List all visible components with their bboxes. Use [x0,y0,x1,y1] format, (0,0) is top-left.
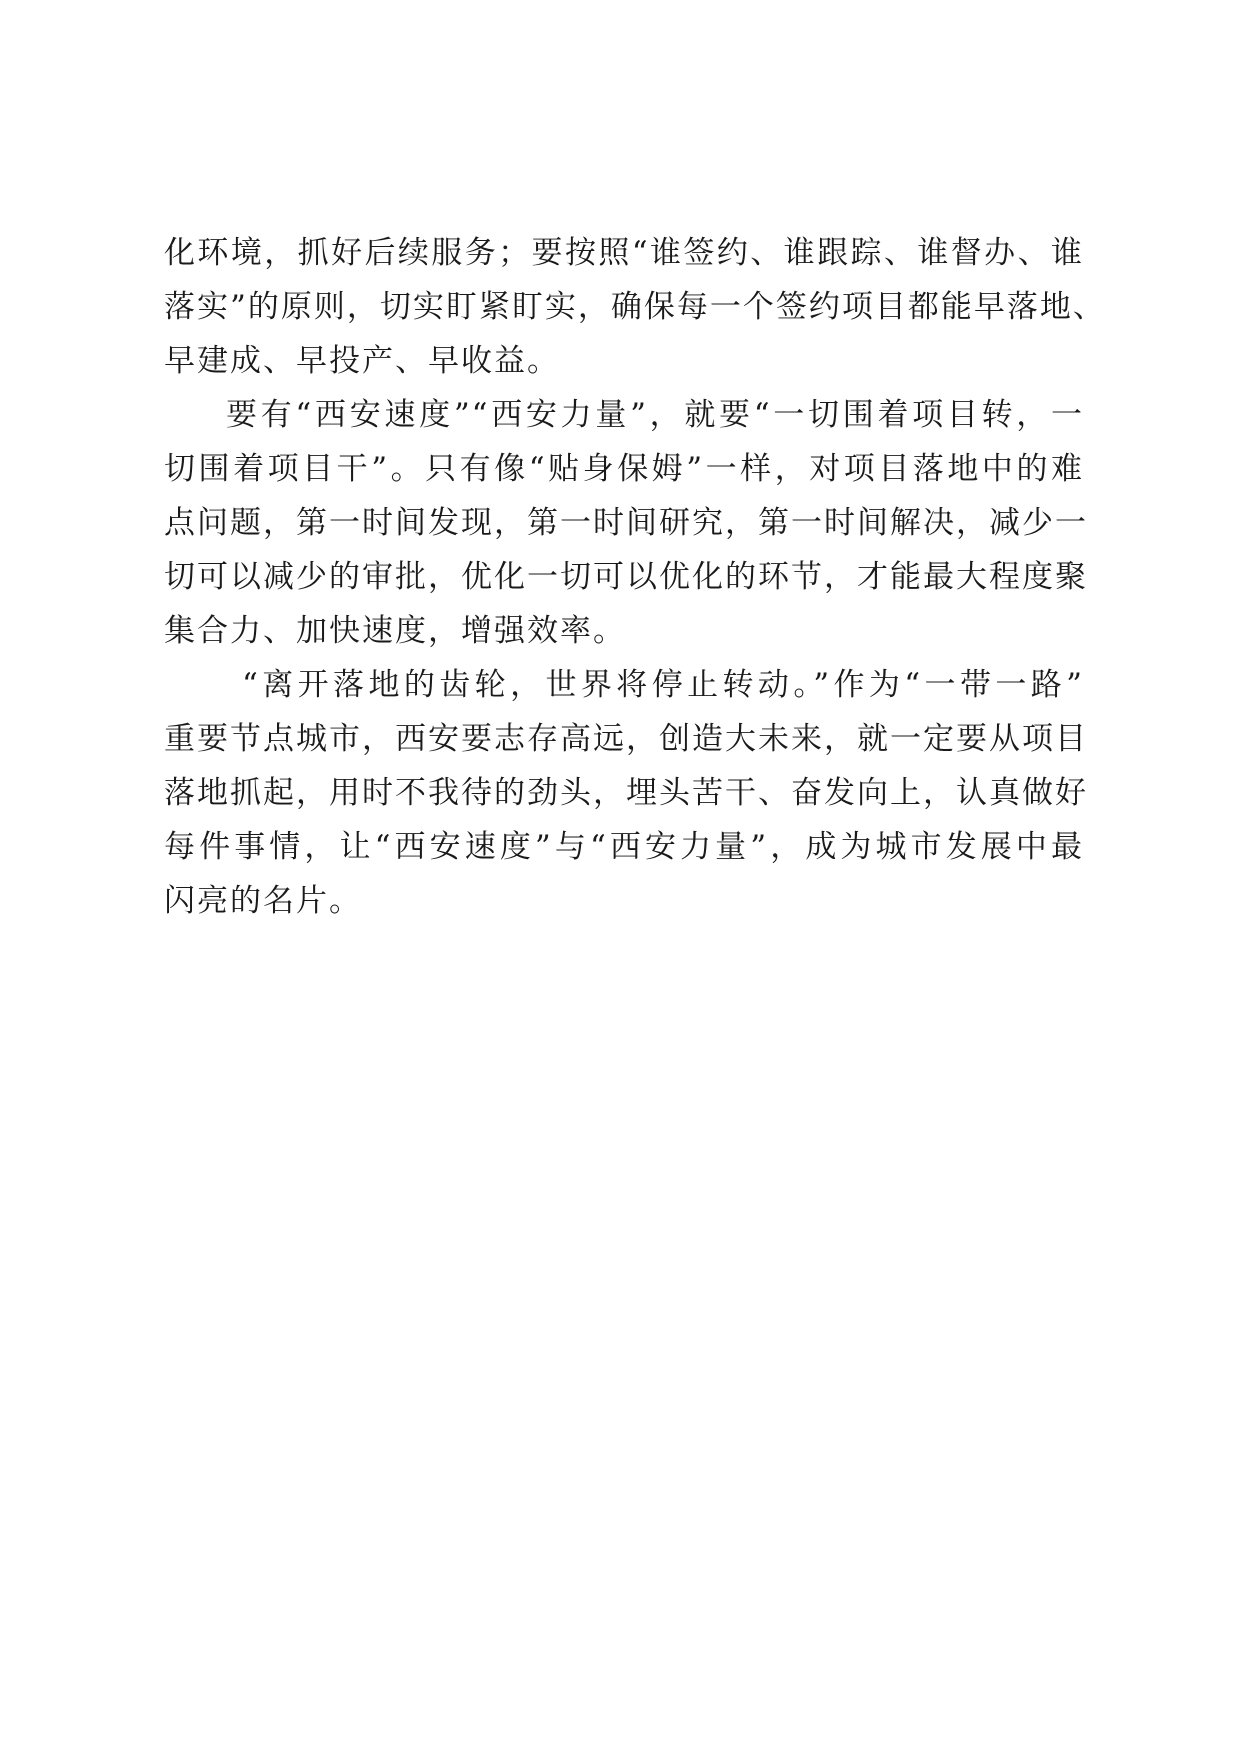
paragraph-line: “离开落地的齿轮，世界将停止转动。”作为“一带一路” [242,667,1084,703]
paragraph-line: 点问题，第一时间发现，第一时间研究，第一时间解决，减少一 [164,505,1088,541]
paragraph-line: 切围着项目干”。只有像“贴身保姆”一样，对项目落地中的难 [164,451,1084,487]
paragraph-line: 落实”的原则，切实盯紧盯实，确保每一个签约项目都能早落地、 [164,289,1106,325]
paragraph-3 [164,658,1088,928]
paragraph-line: 要有“西安速度”“西安力量”，就要“一切围着项目转，一 [226,397,1084,433]
paragraph-line: 闪亮的名片。 [164,883,362,919]
document-body [164,226,1106,928]
paragraph-line: 每件事情，让“西安速度”与“西安力量”，成为城市发展中最 [164,829,1084,865]
paragraph-2 [164,388,1088,658]
paragraph-line: 切可以减少的审批，优化一切可以优化的环节，才能最大程度聚 [164,559,1088,595]
paragraph-line: 落地抓起，用时不我待的劲头，埋头苦干、奋发向上，认真做好 [164,775,1088,811]
paragraph-line: 集合力、加快速度，增强效率。 [164,613,626,649]
paragraph-line: 重要节点城市，西安要志存高远，创造大未来，就一定要从项目 [164,721,1088,757]
paragraph-line: 早建成、早投产、早收益。 [164,343,560,379]
paragraph-line: 化环境，抓好后续服务；要按照“谁签约、谁跟踪、谁督办、谁 [164,235,1084,271]
paragraph-1 [164,226,1106,388]
